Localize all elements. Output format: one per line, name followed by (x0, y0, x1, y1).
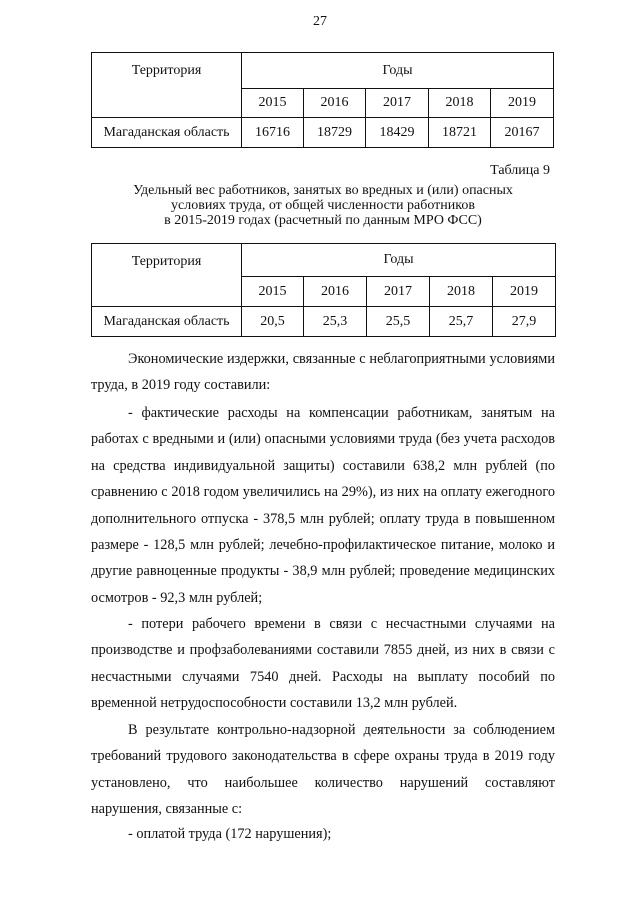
year-cell: 2018 (429, 89, 491, 118)
paragraph-text: - потери рабочего времени в связи с несчастными случаями на производстве и профзаболеваниями составили 7855 дней, из них в связи с несчастными случаями 7540 дней. Расходы на выплату пособий по временной нетрудоспособности составили 13,2 млн рублей. (91, 616, 555, 712)
year-cell: 2016 (304, 277, 367, 307)
year-cell: 2016 (304, 89, 366, 118)
paragraph (91, 821, 555, 847)
paragraph-text: - оплатой труда (172 нарушения); (128, 826, 332, 842)
page-number: 27 (313, 14, 327, 29)
region-cell: Магаданская область (92, 307, 242, 337)
value-cell: 25,3 (304, 307, 367, 337)
years-header: Годы (242, 53, 554, 89)
value-cell: 27,9 (493, 307, 556, 337)
year-cell: 2019 (493, 277, 556, 307)
year-cell: 2019 (491, 89, 554, 118)
value-cell: 20,5 (242, 307, 304, 337)
table-title (91, 183, 555, 228)
value-cell: 18429 (366, 118, 429, 148)
year-cell: 2017 (366, 89, 429, 118)
year-cell: 2015 (242, 277, 304, 307)
value-cell: 25,5 (367, 307, 430, 337)
territory-header: Территория (92, 244, 242, 307)
region-cell: Магаданская область (92, 118, 242, 148)
value-cell: 25,7 (430, 307, 493, 337)
territory-header: Территория (92, 53, 242, 118)
table-title-line: условиях труда, от общей численности работников (171, 198, 475, 213)
paragraph (91, 717, 555, 823)
table-title-line: в 2015-2019 годах (расчетный по данным МРО ФСС) (164, 213, 482, 228)
paragraph-text: - фактические расходы на компенсации работникам, занятым на работах с вредными и (или) опасными условиями труда (без учета расходов на средства индивидуальной защиты) составили 638,2 млн рублей (по сравнению с 2018 годом увеличились на 29%), из них на оплату ежегодного дополнительного отпуска - 378,5 млн рублей; оплату труда в повышенном размере - 128,5 млн рублей; лечебно-профилактическое питание, молоко и другие равноценные продукты - 38,9 млн рублей; проведение медицинских осмотров - 92,3 млн рублей; (91, 405, 555, 606)
years-header: Годы (242, 244, 556, 277)
paragraph (91, 611, 555, 717)
value-cell: 20167 (491, 118, 554, 148)
paragraph (91, 346, 555, 399)
paragraph-text: В результате контрольно-надзорной деятельности за соблюдением требований трудового законодательства в сфере охраны труда в 2019 году установлено, что наибольшее количество нарушений составляют нарушения, связанные с: (91, 722, 555, 818)
value-cell: 18729 (304, 118, 366, 148)
workers-table (91, 52, 554, 148)
share-table (91, 243, 556, 337)
year-cell: 2017 (367, 277, 430, 307)
table-caption: Таблица 9 (490, 163, 550, 178)
paragraph-text: Экономические издержки, связанные с неблагоприятными условиями труда, в 2019 году составили: (91, 351, 555, 394)
year-cell: 2018 (430, 277, 493, 307)
paragraph (91, 400, 555, 611)
value-cell: 18721 (429, 118, 491, 148)
year-cell: 2015 (242, 89, 304, 118)
table-title-line: Удельный вес работников, занятых во вредных и (или) опасных (133, 183, 513, 198)
value-cell: 16716 (242, 118, 304, 148)
